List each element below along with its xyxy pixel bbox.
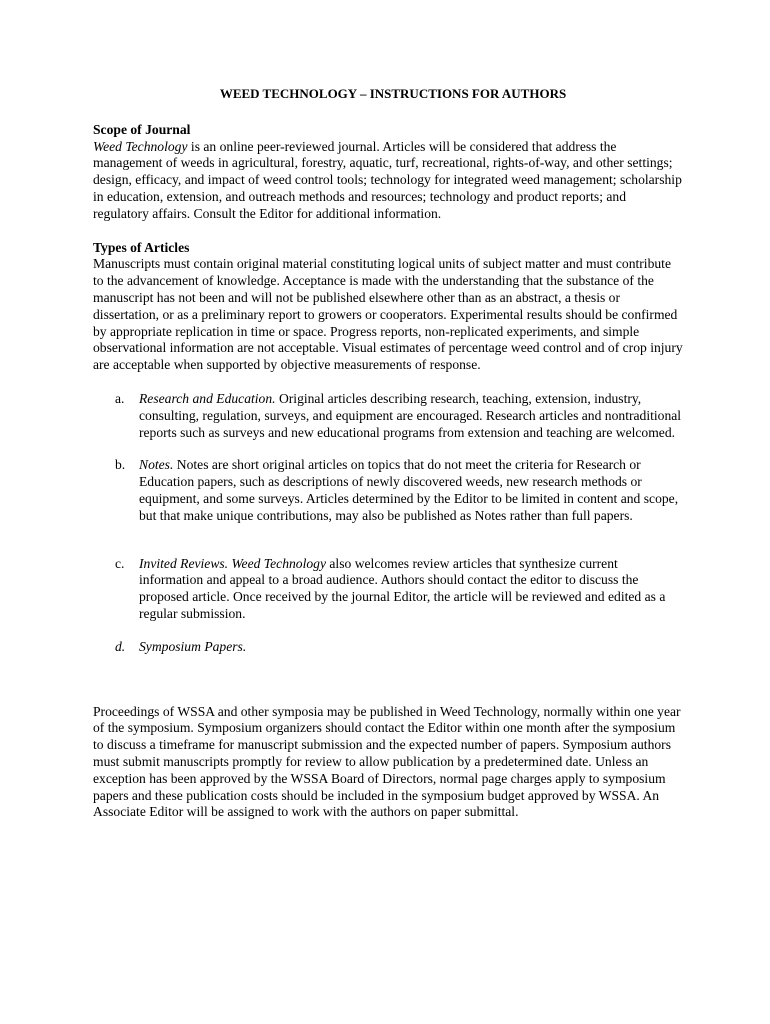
list-item-research: [93, 391, 683, 441]
list-item-symposium: [93, 639, 683, 656]
proceedings-paragraph: Proceedings of WSSA and other symposia may be published in Weed Technology, normally within one year of the symposium. Symposium organizers should contact the Editor within one month after the symposium to discuss a timeframe for manuscript submission and the expected number of papers. Symposium authors must submit manuscripts promptly for review to allow publication by a predetermined date. Unless an exception has been approved by the WSSA Board of Directors, normal page charges apply to symposium papers and these publication costs should be included in the symposium budget approved by WSSA. An Associate Editor will be assigned to work with the authors on paper submittal.: [93, 703, 681, 820]
list-marker: a.: [115, 390, 125, 406]
journal-name: Weed Technology: [93, 138, 188, 154]
scope-paragraph: [93, 139, 683, 223]
list-marker: b.: [115, 457, 126, 473]
scope-section: [93, 122, 683, 223]
list-marker: d.: [115, 638, 126, 654]
types-paragraph: Manuscripts must contain original material constituting logical units of subject matter and must contribute to the advancement of knowledge. Acceptance is made with the understanding that the substance of the manuscript has not been and will not be published elsewhere other than as an abstract, a thesis or dissertation, or as a preliminary report to growers or cooperators. Experimental results should be confirmed by appropriate replication in time or space. Progress reports, non-replicated experiments, and simple observational information are not acceptable. Visual estimates of percentage weed control and of crop injury are acceptable when supported by objective measurements of response.: [93, 256, 683, 373]
document-page: [93, 86, 683, 821]
list-item-title: Research and Education.: [139, 390, 276, 406]
scope-body: is an online peer-reviewed journal. Articles will be considered that address the management of weeds in agricultural, forestry, aquatic, turf, recreational, rights-of-way, and other settings; design, efficacy, and impact of weed control tools; technology for integrated weed management; scholarship in education, extension, and outreach methods and resources; technology and product reports; and regulatory affairs. Consult the Editor for additional information.: [93, 138, 682, 221]
list-item-title: Notes.: [139, 457, 174, 473]
list-item-notes: [93, 457, 683, 524]
list-item-text: Original articles describing research, teaching, extension, industry, consulting, regulation, surveys, and equipment are encouraged. Research articles and nontraditional reports such as surveys and new educational programs from extension and teaching are welcomed.: [139, 390, 682, 440]
document-title: WEED TECHNOLOGY – INSTRUCTIONS FOR AUTHORS: [219, 86, 567, 101]
list-marker: c.: [115, 555, 125, 571]
list-item-title: Symposium Papers.: [139, 638, 247, 654]
list-item-text: Notes are short original articles on topics that do not meet the criteria for Research or Education papers, such as descriptions of newly discovered weeds, new research methods or equipment, and some surveys. Articles determined by the Editor to be limited in content and scope, but that make unique contributions, may also be published as Notes rather than full papers.: [139, 457, 679, 523]
list-item-title: Invited Reviews. Weed Technology: [139, 555, 326, 571]
list-item-invited-reviews: [93, 556, 683, 623]
scope-heading: Scope of Journal: [93, 121, 191, 137]
types-heading: Types of Articles: [93, 239, 190, 255]
list-item-text: also welcomes review articles that synthesize current information and appeal to a broad audience. Authors should contact the editor to discuss the proposed article. Once received by the journal Editor, the article will be reviewed and edited as a regular submission.: [139, 555, 666, 621]
types-section: [93, 240, 683, 374]
